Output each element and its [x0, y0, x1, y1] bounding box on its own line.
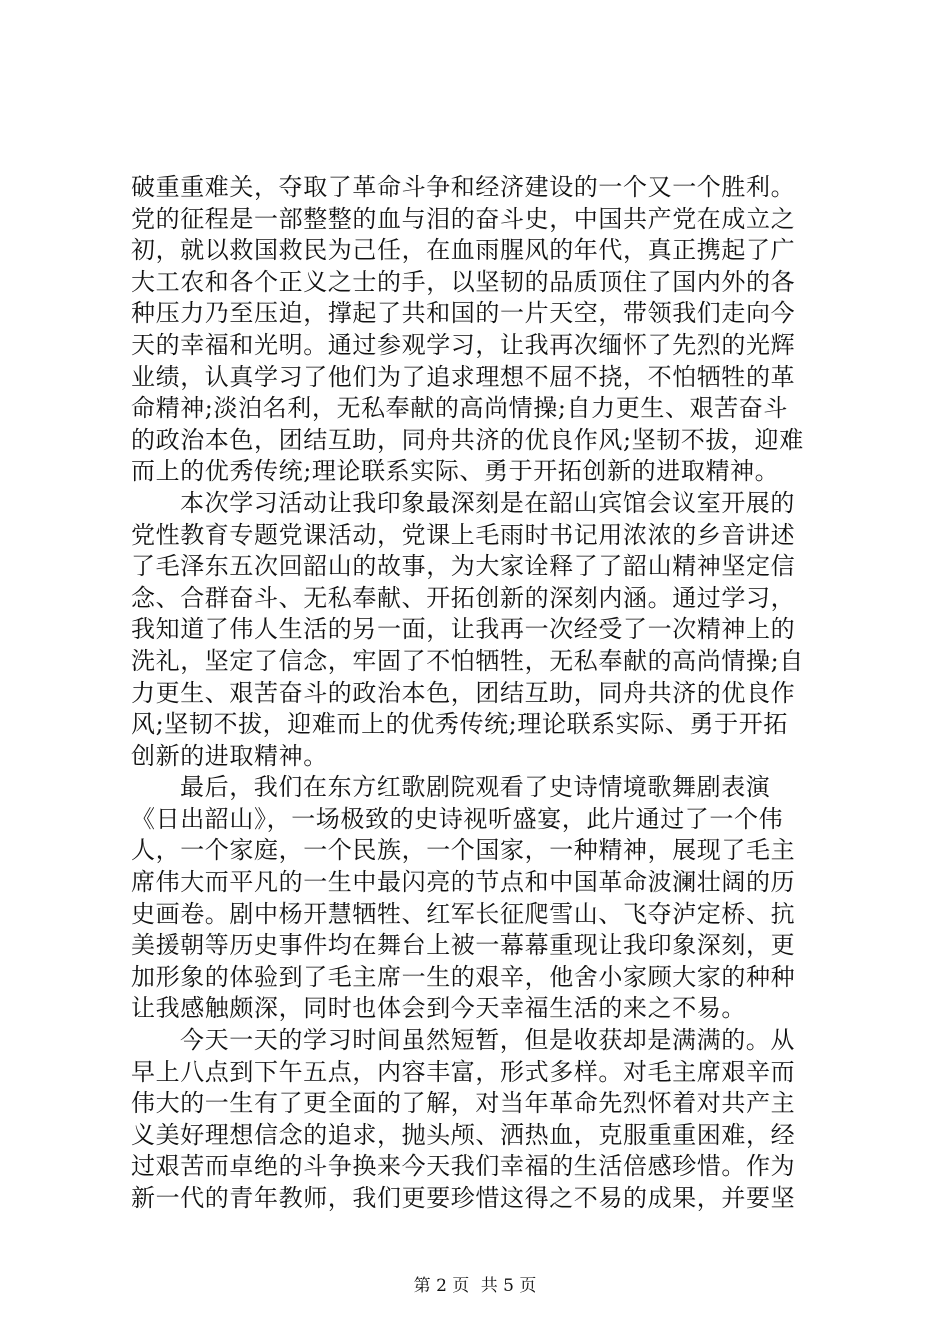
text-line: 大工农和各个正义之士的手，以坚韧的品质顶住了国内外的各 [131, 267, 796, 296]
text-line: 业绩，认真学习了他们为了追求理想不屈不挠，不怕牺牲的革 [131, 362, 796, 391]
text-line: 而上的优秀传统;理论联系实际、勇于开拓创新的进取精神。 [131, 457, 780, 486]
paragraph [131, 172, 831, 488]
text-line: 种压力乃至压迫，撑起了共和国的一片天空，带领我们走向今 [131, 299, 796, 328]
text-line: 让我感触颇深，同时也体会到今天幸福生活的来之不易。 [131, 994, 746, 1023]
text-line: 力更生、艰苦奋斗的政治本色，团结互助，同舟共济的优良作 [131, 678, 796, 707]
text-line: 义美好理想信念的追求，抛头颅、洒热血，克服重重困难，经 [131, 1120, 796, 1149]
text-line: 洗礼，坚定了信念，牢固了不怕牺牲，无私奉献的高尚情操;自 [131, 646, 804, 675]
text-line: 最后，我们在东方红歌剧院观看了史诗情境歌舞剧表演 [180, 773, 771, 802]
text-line: 史画卷。剧中杨开慧牺牲、红军长征爬雪山、飞夺泸定桥、抗 [131, 899, 796, 928]
text-line: 加形象的体验到了毛主席一生的艰辛，他舍小家顾大家的种种 [131, 962, 796, 991]
paragraph [131, 772, 831, 1025]
text-line: 党性教育专题党课活动，党课上毛雨时书记用浓浓的乡音讲述 [131, 520, 796, 549]
paragraph [131, 1025, 831, 1215]
text-line: 伟大的一生有了更全面的了解，对当年革命先烈怀着对共产主 [131, 1089, 796, 1118]
text-line: 美援朝等历史事件均在舞台上被一幕幕重现让我印象深刻，更 [131, 931, 796, 960]
text-line: 《日出韶山》，一场极致的史诗视听盛宴，此片通过了一个伟 [131, 804, 784, 833]
text-line: 天的幸福和光明。通过参观学习，让我再次缅怀了先烈的光辉 [131, 330, 796, 359]
text-line: 初，就以救国救民为己任，在血雨腥风的年代，真正携起了广 [131, 236, 796, 265]
text-line: 本次学习活动让我印象最深刻是在韶山宾馆会议室开展的 [180, 488, 795, 517]
document-body [131, 172, 831, 1215]
text-line: 的政治本色，团结互助，同舟共济的优良作风;坚韧不拔，迎难 [131, 425, 804, 454]
page-number: 第 2 页 [413, 1276, 470, 1296]
text-line: 人，一个家庭，一个民族，一个国家，一种精神，展现了毛主 [131, 836, 796, 865]
text-line: 过艰苦而卓绝的斗争换来今天我们幸福的生活倍感珍惜。作为 [131, 1152, 796, 1181]
text-line: 破重重难关，夺取了革命斗争和经济建设的一个又一个胜利。 [131, 173, 796, 201]
text-line: 风;坚韧不拔，迎难而上的优秀传统;理论联系实际、勇于开拓 [131, 710, 788, 739]
text-line: 席伟大而平凡的一生中最闪亮的节点和中国革命波澜壮阔的历 [131, 868, 796, 897]
text-line: 党的征程是一部整整的血与泪的奋斗史，中国共产党在成立之 [131, 204, 796, 233]
text-line: 我知道了伟人生活的另一面，让我再一次经受了一次精神上的 [131, 615, 796, 644]
text-line: 早上八点到下午五点，内容丰富，形式多样。对毛主席艰辛而 [131, 1057, 796, 1086]
text-line: 今天一天的学习时间虽然短暂，但是收获却是满满的。从 [180, 1026, 795, 1055]
text-line: 新一代的青年教师，我们更要珍惜这得之不易的成果，并要坚 [131, 1184, 796, 1212]
paragraph [131, 488, 831, 772]
page-total: 共 5 页 [480, 1276, 537, 1296]
text-line: 了毛泽东五次回韶山的故事，为大家诠释了了韶山精神坚定信 [131, 552, 796, 581]
text-line: 创新的进取精神。 [131, 741, 328, 770]
text-line: 命精神;淡泊名利，无私奉献的高尚情操;自力更生、艰苦奋斗 [131, 394, 788, 423]
text-line: 念、合群奋斗、无私奉献、开拓创新的深刻内涵。通过学习， [131, 583, 796, 612]
page-footer [0, 1275, 950, 1297]
